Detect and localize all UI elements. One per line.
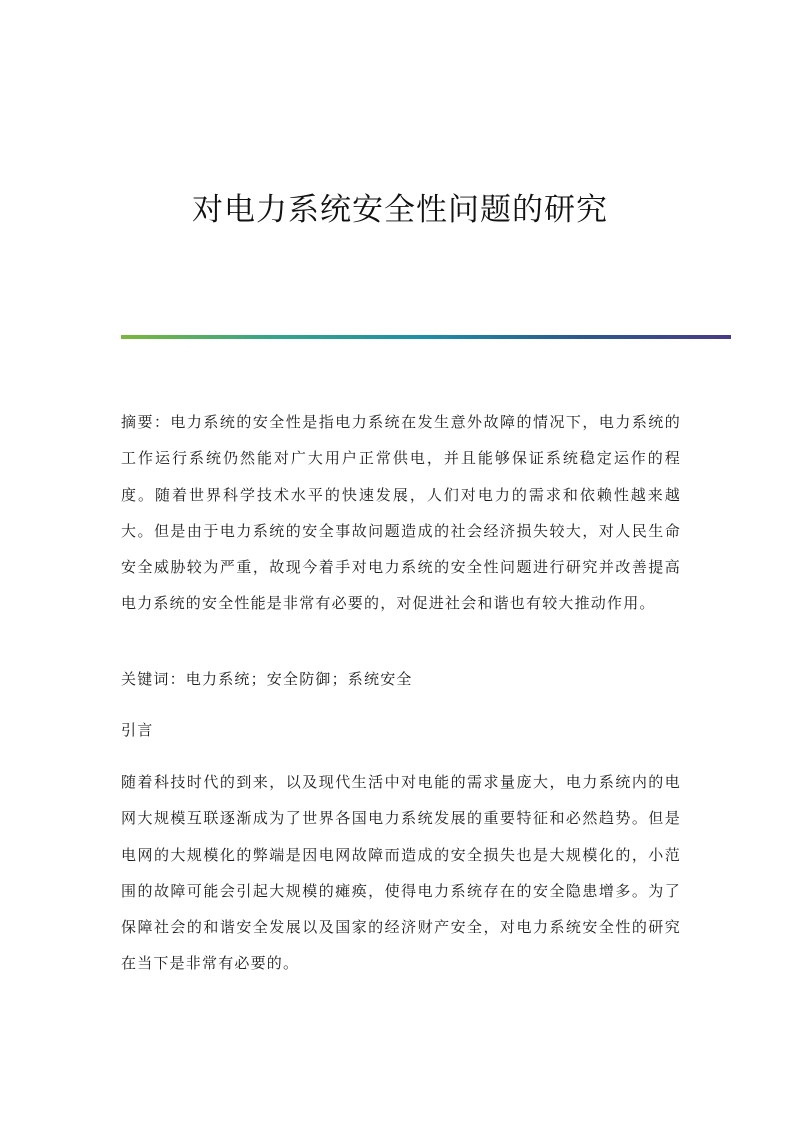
keywords-line: 关键词：电力系统；安全防御；系统安全 bbox=[121, 670, 413, 688]
intro-paragraph: 随着科技时代的到来，以及现代生活中对电能的需求量庞大，电力系统内的电网大规模互联逐渐成为了世界各国电力系统发展的重要特征和必然趋势。但是电网的大规模化的弊端是因电网故障而造成的安全损失也是大规模化的，小范围的故障可能会引起大规模的瘫痪，使得电力系统存在的安全隐患增多。为了保障社会的和谐安全发展以及国家的经济财产安全，对电力系统安全性的研究在当下是非常有必要的。 bbox=[121, 773, 681, 973]
abstract-paragraph: 摘要：电力系统的安全性是指电力系统在发生意外故障的情况下，电力系统的工作运行系统仍然能对广大用户正常供电，并且能够保证系统稳定运作的程度。随着世界科学技术水平的快速发展，人们对电力的需求和依赖性越来越大。但是由于电力系统的安全事故问题造成的社会经济损失较大，对人民生命安全威胁较为严重，故现今着手对电力系统的安全性问题进行研究并改善提高电力系统的安全性能是非常有必要的，对促进社会和谐也有较大推动作用。 bbox=[121, 413, 681, 613]
document-title: 对电力系统安全性问题的研究 bbox=[192, 192, 608, 228]
intro-heading: 引言 bbox=[121, 721, 154, 739]
title-divider bbox=[121, 335, 731, 339]
